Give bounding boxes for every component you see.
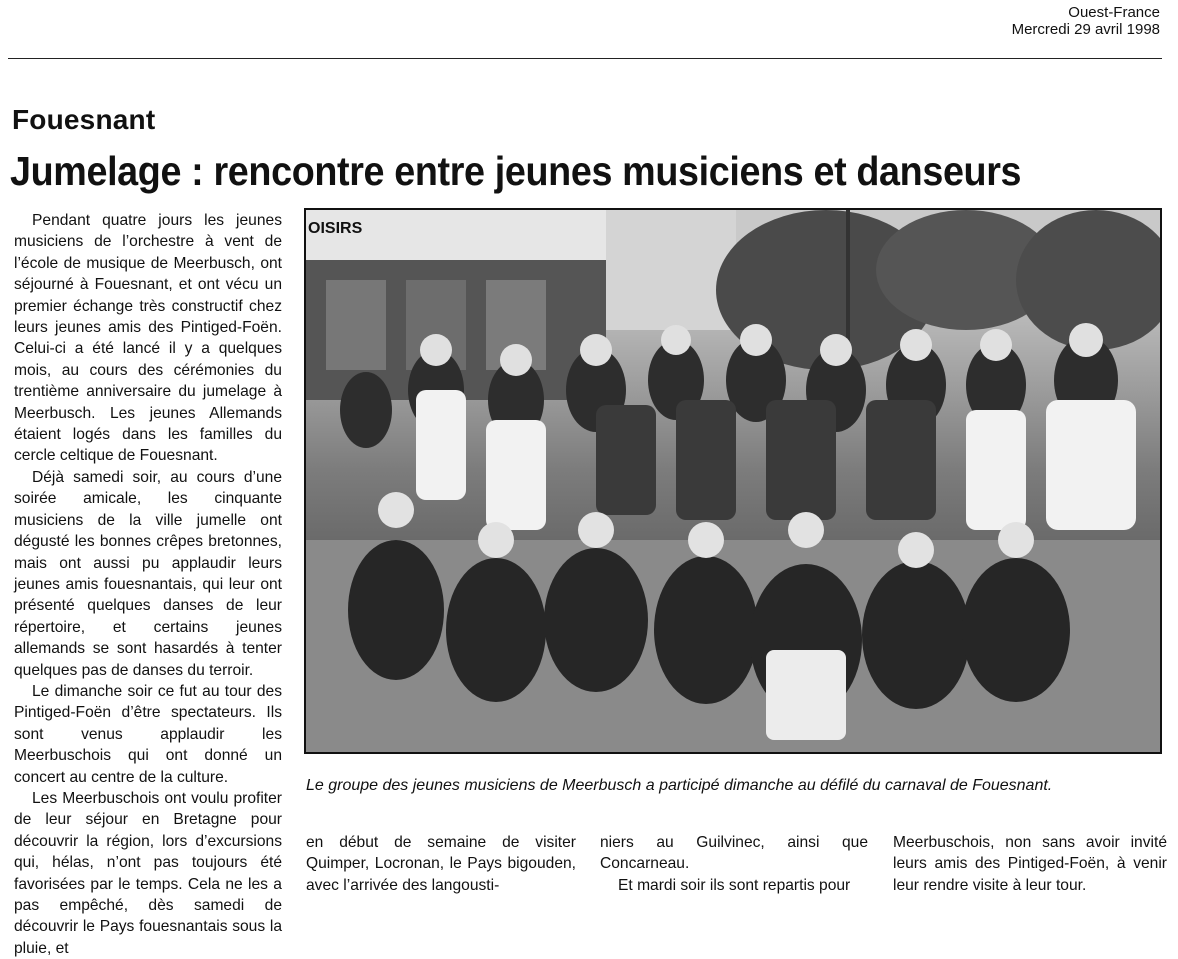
- text-column-2: [306, 832, 576, 896]
- paragraph: Pendant quatre jours les jeunes musiciens de l’orchestre à vent de l’école de musique de Meerbusch, ont séjourné à Fouesnant, et ont vécu un premier échange très constructif chez leurs jeunes amis des Pintiged-Foën. Celui-ci a été lancé il y a quelques mois, au cours des cérémonies du trentième anniversaire du jumelage à Meerbusch. Les jeunes Allemands étaient logés dans les familles du cercle celtique de Fouesnant.: [14, 212, 282, 465]
- paragraph: en début de semaine de visiter Quimper, Locronan, le Pays bigouden, avec l’arrivée des langousti-: [306, 834, 576, 894]
- article-kicker: Fouesnant: [12, 104, 156, 135]
- group-photo: [304, 208, 1162, 754]
- header-rule: [8, 58, 1162, 59]
- paragraph: Meerbuschois, non sans avoir invité leurs amis des Pintiged-Foën, à venir leur rendre visite à leur tour.: [893, 834, 1167, 894]
- text-column-1: [14, 210, 282, 959]
- photo-caption: Le groupe des jeunes musiciens de Meerbusch a participé dimanche au défilé du carnaval de Fouesnant.: [306, 777, 1053, 794]
- paragraph: niers au Guilvinec, ainsi que Concarneau.: [600, 834, 868, 873]
- paragraph: Déjà samedi soir, au cours d’une soirée amicale, les cinquante musiciens de la ville jumelle ont dégusté les bonnes crêpes bretonnes, mais ont aussi pu applaudir leurs jeunes amis fouesnantais, qui leur ont présenté quelques danses de leur répertoire, et certains jeunes allemands se sont hasardés à tenter quelques pas de danses du terroir.: [14, 468, 282, 679]
- newspaper-name: Ouest-France: [1068, 4, 1160, 21]
- paragraph: Le dimanche soir ce fut au tour des Pintiged-Foën d’être spectateurs. Ils sont venus applaudir les Meerbuschois qui ont donné un concert au centre de la culture.: [14, 682, 282, 786]
- issue-date: Mercredi 29 avril 1998: [1011, 21, 1160, 38]
- paragraph: Et mardi soir ils sont repartis pour: [618, 876, 851, 894]
- text-column-4: [893, 832, 1167, 896]
- masthead: [1012, 4, 1160, 38]
- building-sign: OISIRS: [308, 220, 363, 237]
- text-column-3: [600, 832, 868, 896]
- photo-illustration: [306, 210, 1160, 752]
- paragraph: Les Meerbuschois ont voulu profiter de leur séjour en Bretagne pour découvrir la région, lors d’excursions qui, hélas, n’ont pas toujours été favorisées par le temps. Cela ne les a pas empêché, dès samedi de découvrir le Pays fouesnantais sous la pluie, et: [14, 789, 282, 957]
- article-headline: Jumelage : rencontre entre jeunes musiciens et danseurs: [10, 148, 1022, 194]
